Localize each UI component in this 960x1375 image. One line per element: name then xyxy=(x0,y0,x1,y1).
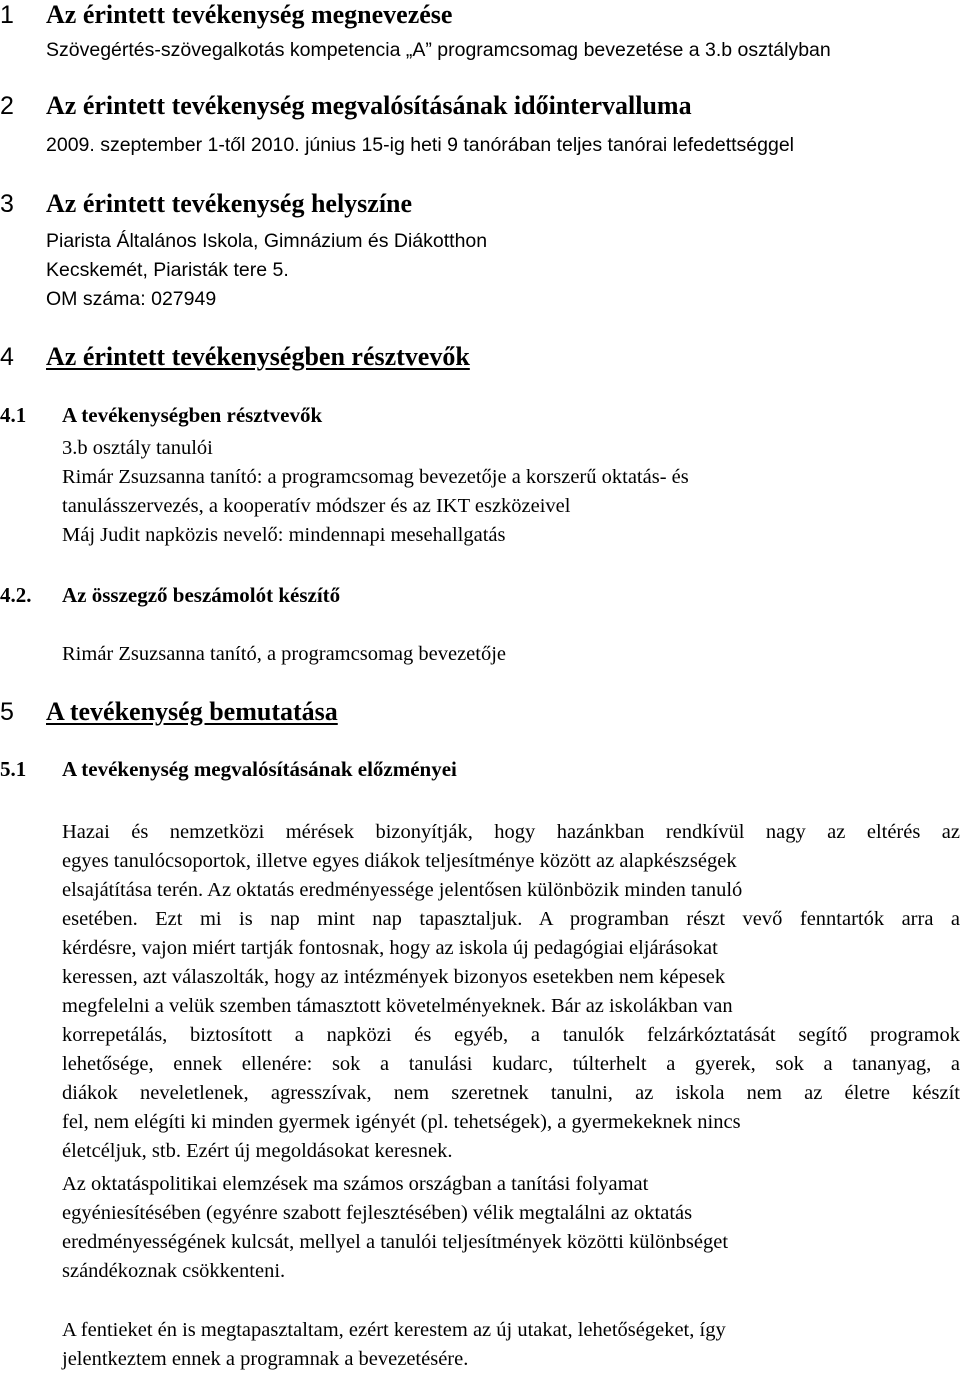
section-4-2-body: Rimár Zsuzsanna tanító, a programcsomag bevezetője xyxy=(62,643,507,665)
section-number: 1 xyxy=(0,1,14,29)
section-title: Az érintett tevékenység helyszíne xyxy=(46,189,413,218)
section-number: 5.1 xyxy=(0,757,27,781)
section-number: 4.2. xyxy=(0,583,32,607)
participant-line: tanulásszervezés, a kooperatív módszer és az IKT eszközeivel xyxy=(62,495,571,517)
paragraph-2 xyxy=(62,1170,728,1286)
location-line: Kecskemét, Piaristák tere 5. xyxy=(46,259,289,281)
section-title: A tevékenység bemutatása xyxy=(46,697,338,726)
paragraph-line: jelentkeztem ennek a programnak a bevezetésére. xyxy=(62,1348,469,1370)
section-1-heading xyxy=(0,0,452,30)
section-3-body xyxy=(46,227,487,314)
section-4-1-heading xyxy=(0,403,322,428)
section-title: Az érintett tevékenység megvalósításának időintervalluma xyxy=(46,91,692,120)
paragraph-line: lehetősége, ennek ellenére: sok a tanulási kudarc, túlterhelt a gyerek, sok a tananyag, a xyxy=(62,1053,960,1075)
section-number: 5 xyxy=(0,698,14,726)
section-5-1-heading xyxy=(0,757,457,782)
paragraph-line: kérdésre, vajon miért tartják fontosnak, hogy az iskola új pedagógiai eljárásokat xyxy=(62,937,718,959)
section-number: 3 xyxy=(0,190,14,218)
paragraph-line: életcéljuk, stb. Ezért új megoldásokat keresnek. xyxy=(62,1140,453,1162)
location-line: Piarista Általános Iskola, Gimnázium és Diákotthon xyxy=(46,230,488,252)
paragraph-1 xyxy=(62,818,960,1166)
section-number: 4 xyxy=(0,343,14,371)
paragraph-line: Hazai és nemzetközi mérések bizonyítják, hogy hazánkban rendkívül nagy az eltérés az xyxy=(62,821,960,843)
paragraph-line: esetében. Ezt mi is nap mint nap tapasztaljuk. A programban részt vevő fenntartók arra a xyxy=(62,908,960,930)
section-4-1-body xyxy=(62,434,689,550)
participant-line: 3.b osztály tanulói xyxy=(62,437,213,459)
section-2-heading xyxy=(0,91,692,121)
location-line: OM száma: 027949 xyxy=(46,288,217,310)
section-3-heading xyxy=(0,189,412,219)
paragraph-line: keressen, azt válaszolták, hogy az intézmények bizonyos esetekben nem képesek xyxy=(62,966,726,988)
paragraph-line: korrepetálás, biztosított a napközi és egyéb, a tanulók felzárkóztatását segítő programok xyxy=(62,1024,960,1046)
section-4-2-heading xyxy=(0,583,340,608)
paragraph-line: Az oktatáspolitikai elemzések ma számos országban a tanítási folyamat xyxy=(62,1173,649,1195)
section-4-heading xyxy=(0,342,470,372)
paragraph-line: egyéniesítésében (egyénre szabott fejlesztésében) vélik megtalálni az oktatás xyxy=(62,1202,693,1224)
section-number: 2 xyxy=(0,92,14,120)
section-title: Az érintett tevékenységben résztvevők xyxy=(46,342,470,371)
section-title: Az összegző beszámolót készítő xyxy=(62,583,341,607)
paragraph-line: megfelelni a velük szemben támasztott követelményeknek. Bár az iskolákban van xyxy=(62,995,733,1017)
paragraph-line: diákok neveletlenek, agresszívak, nem szeretnek tanulni, az iskola nem az életre készít xyxy=(62,1082,960,1104)
paragraph-line: fel, nem elégíti ki minden gyermek igényét (pl. tehetségek), a gyermekeknek nincs xyxy=(62,1111,741,1133)
section-title: A tevékenység megvalósításának előzményei xyxy=(62,757,457,781)
participant-line: Rimár Zsuzsanna tanító: a programcsomag bevezetője a korszerű oktatás- és xyxy=(62,466,689,488)
participant-line: Máj Judit napközis nevelő: mindennapi mesehallgatás xyxy=(62,524,506,546)
section-5-heading xyxy=(0,697,338,727)
paragraph-line: szándékoznak csökkenteni. xyxy=(62,1260,286,1282)
paragraph-line: eredményességének kulcsát, mellyel a tanulói teljesítmények közötti különbséget xyxy=(62,1231,729,1253)
section-title: Az érintett tevékenység megnevezése xyxy=(46,0,453,29)
paragraph-line: egyes tanulócsoportok, illetve egyes diákok teljesítménye között az alapkészségek xyxy=(62,850,737,872)
section-2-body: 2009. szeptember 1-től 2010. június 15-ig heti 9 tanórában teljes tanórai lefedettséggel xyxy=(46,134,794,156)
section-1-body: Szövegértés-szövegalkotás kompetencia „A” programcsomag bevezetése a 3.b osztályban xyxy=(46,39,831,61)
section-title: A tevékenységben résztvevők xyxy=(62,403,323,427)
paragraph-line: A fentieket én is megtapasztaltam, ezért kerestem az új utakat, lehetőségeket, így xyxy=(62,1319,726,1341)
paragraph-3 xyxy=(62,1316,726,1374)
paragraph-line: elsajátítása terén. Az oktatás eredményessége jelentősen különbözik minden tanuló xyxy=(62,879,743,901)
section-number: 4.1 xyxy=(0,403,27,427)
